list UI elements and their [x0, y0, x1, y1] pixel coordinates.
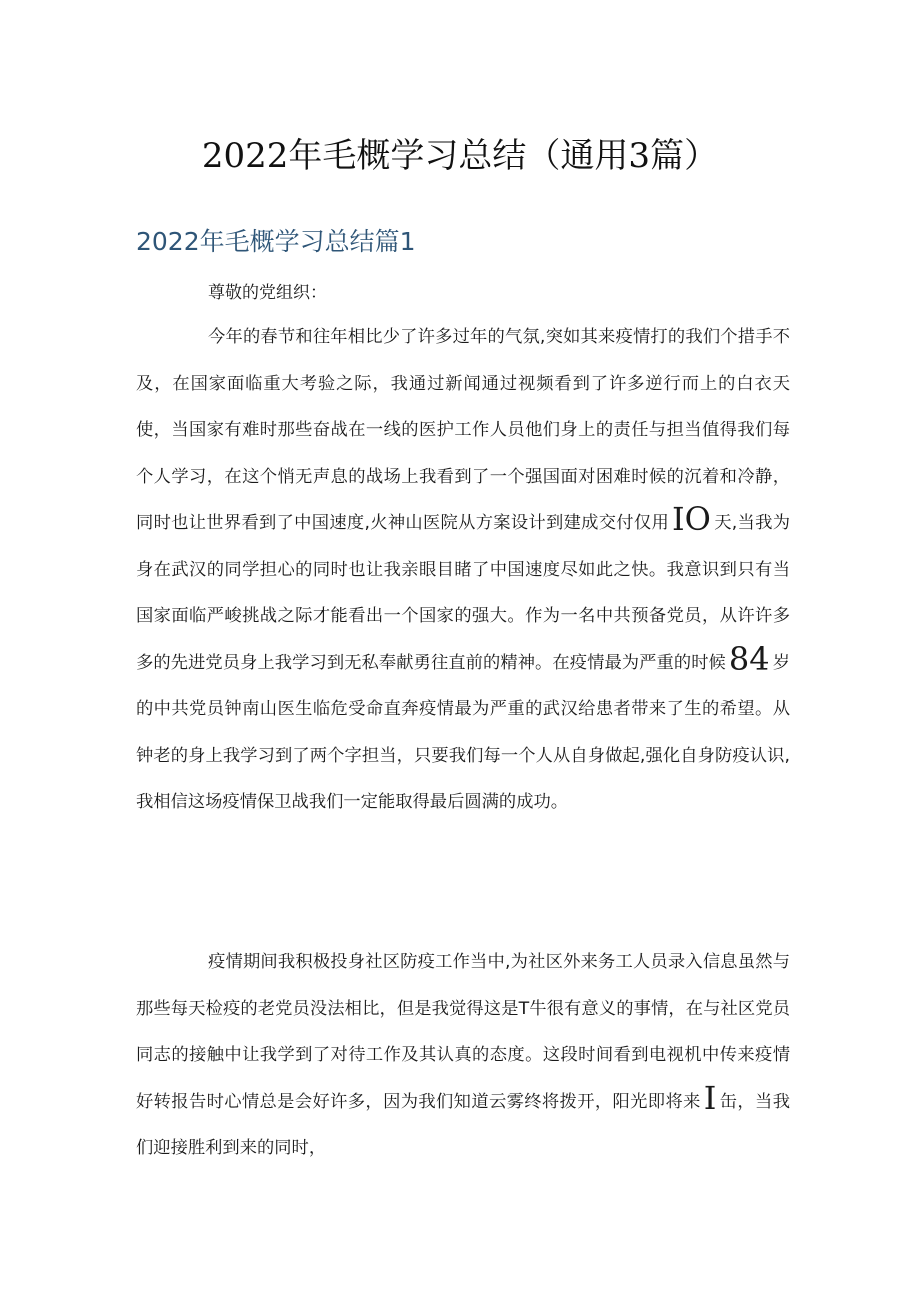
body-paragraph-2 [136, 939, 790, 1172]
paragraph-text: 天,当我为身在武汉的同学担心的同时也让我亲眼目睹了中国速度尽如此之快。我意识到只有当国家面临严峻挑战之际才能看出一个国家的强大。作为一名中共预备党员，从许许多多的先进党员身上我学习到无私奉献勇往直前的精神。在疫情最为严重的时候 [136, 513, 790, 673]
large-number: 84 [728, 639, 770, 678]
paragraph-text: 今年的春节和往年相比少了许多过年的气氛,突如其来疫情打的我们个措手不及，在国家面临重大考验之际，我通过新闻通过视频看到了许多逆行而上的白衣天使，当国家有难时那些奋战在一线的医护工作人员他们身上的责任与担当值得我们每个人学习，在这个悄无声息的战场上我看到了一个强国面对困难时候的沉着和冷静，同时也让世界看到了中国速度,火神山医院从方案设计到建成交付仅用 [136, 327, 790, 533]
salutation: 尊敬的党组织： [208, 283, 327, 303]
body-paragraph-1 [136, 314, 790, 826]
paragraph-text: 疫情期间我积极投身社区防疫工作当中,为社区外来务工人员录入信息虽然与那些每天检疫的老党员没法相比，但是我觉得这是T牛很有意义的事情，在与社区党员同志的接触中让我学到了对待工作及其认真的态度。这段时间看到电视机中传来疫情好转报告时心情总是会好许多，因为我们知道云雾终将拨开，阳光即将来 [136, 952, 790, 1112]
section-heading: 2022年毛概学习总结篇1 [136, 227, 416, 256]
paragraph-text: 岁的中共党员钟南山医生临危受命直奔疫情最为严重的武汉给患者带来了生的希望。从钟老的身上我学习到了两个字担当，只要我们每一个人从自身做起,强化自身防疫认识,我相信这场疫情保卫战我们一定能取得最后圆满的成功。 [136, 652, 790, 812]
large-number: IO [672, 500, 711, 538]
paragraph-text: 缶，当我们迎接胜利到来的同时， [136, 1091, 790, 1158]
large-number: I [703, 1078, 717, 1117]
document-title: 2022年毛概学习总结（通用3篇） [201, 136, 719, 176]
